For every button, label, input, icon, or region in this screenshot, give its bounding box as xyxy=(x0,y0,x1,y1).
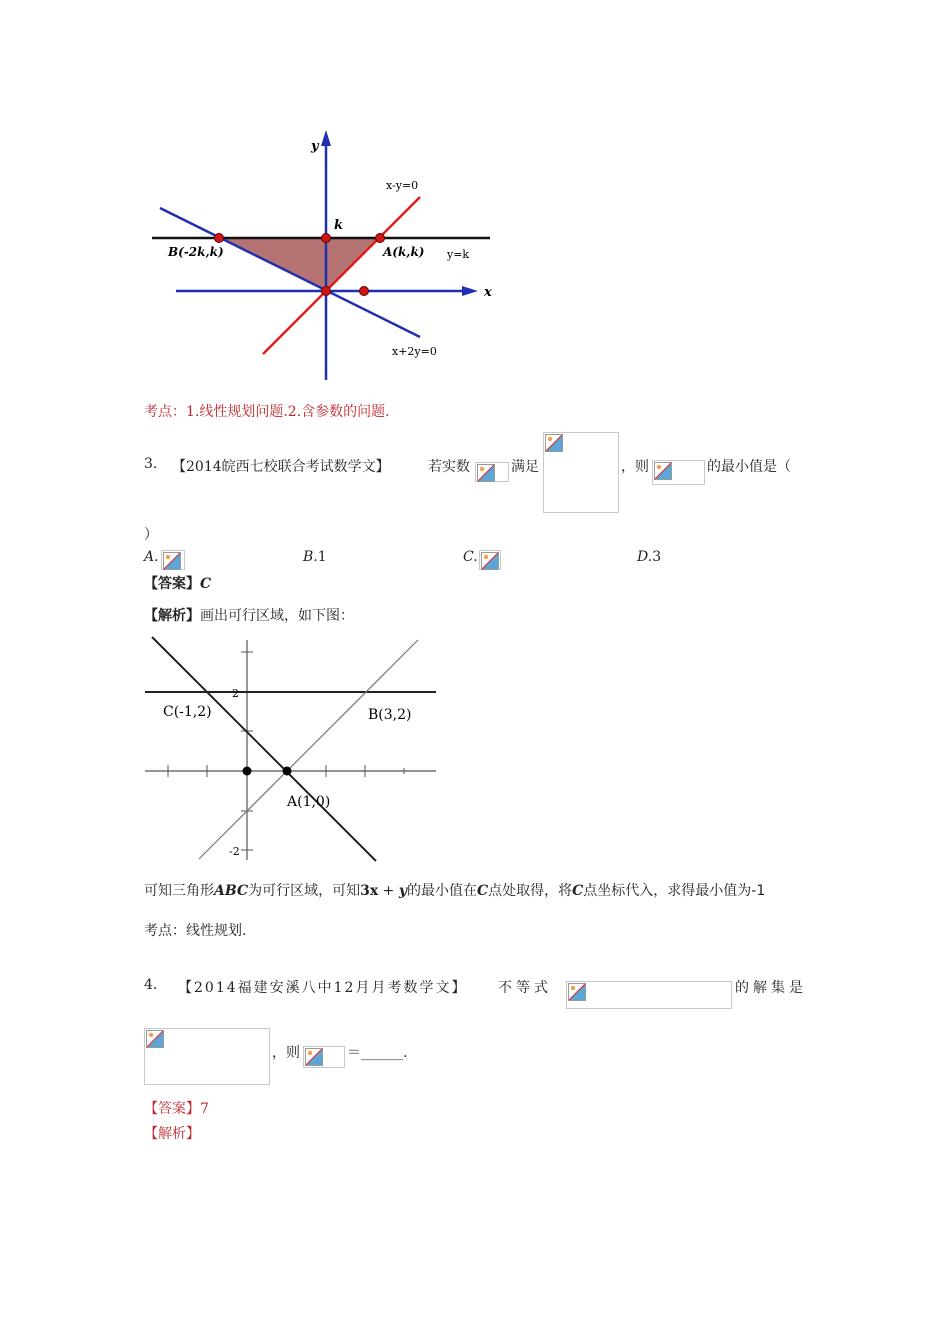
q3-conclusion xyxy=(144,880,765,900)
q4-expression-image xyxy=(303,1046,345,1068)
conclusion-text-5: 点坐标代入，求得最小值为-1 xyxy=(583,883,766,899)
kaodian-1: 考点：1.线性规划问题.2.含参数的问题. xyxy=(144,404,390,420)
point-origin xyxy=(322,287,331,296)
label-c: C(-1,2) xyxy=(163,704,212,720)
answer-value: 7 xyxy=(200,1101,209,1117)
x-axis-arrow xyxy=(462,286,478,296)
y-axis-label: y xyxy=(311,139,319,154)
q3-constraints-image xyxy=(543,432,619,513)
q4-analysis: 【解析】 xyxy=(144,1126,200,1142)
tick-label-neg2: -2 xyxy=(229,845,240,858)
q3-source: 【2014皖西七校联合考试数学文】 xyxy=(172,459,390,475)
label-a: A(1,0) xyxy=(287,794,331,810)
q3-option-a xyxy=(144,549,159,565)
tick-label-2: 2 xyxy=(232,687,239,700)
line-xy-label: x-y=0 xyxy=(386,179,419,192)
conclusion-text-1: 可知三角形 xyxy=(144,883,214,899)
equals-sign: ＝ xyxy=(347,1045,361,1061)
broken-image-icon xyxy=(654,462,672,480)
answer-tag: 【答案】 xyxy=(144,576,200,592)
broken-image-icon xyxy=(163,552,181,570)
point-a xyxy=(376,234,385,243)
q3-number: 3. xyxy=(144,456,158,472)
broken-image-icon xyxy=(481,552,499,570)
answer-tag: 【答案】 xyxy=(144,1101,200,1117)
conclusion-expr-plus: + xyxy=(378,883,399,899)
option-d-value: 3 xyxy=(652,549,662,565)
q4-solution-set-image xyxy=(144,1028,270,1085)
point-k xyxy=(322,234,331,243)
conclusion-text-3: 的最小值在 xyxy=(406,883,477,899)
line-x2y-label: x+2y=0 xyxy=(392,345,437,358)
q4-text-3: ，则 xyxy=(272,1045,300,1061)
conclusion-abc: ABC xyxy=(214,883,249,899)
q3-text-2: 满足 xyxy=(511,459,539,475)
q3-option-c-image xyxy=(479,550,501,570)
q3-objective-image xyxy=(652,460,705,485)
option-c-label: C. xyxy=(463,549,478,565)
broken-image-icon xyxy=(146,1030,164,1048)
conclusion-c-1: C xyxy=(476,883,489,899)
k-label: k xyxy=(334,218,344,233)
broken-image-icon xyxy=(477,464,495,482)
point-a-label: A(k,k) xyxy=(383,245,425,259)
point-origin xyxy=(243,767,252,776)
answer-blank: ______ xyxy=(361,1045,403,1061)
x-axis-label: x xyxy=(484,285,492,300)
broken-image-icon xyxy=(568,983,586,1001)
q3-analysis xyxy=(144,605,354,625)
analysis-text: 画出可行区域，如下图： xyxy=(200,608,354,624)
q3-answer xyxy=(144,573,211,593)
point-b-label: B(-2k,k) xyxy=(168,245,224,259)
y-axis-arrow xyxy=(321,130,331,146)
shaded-region xyxy=(219,238,380,291)
point-b xyxy=(215,234,224,243)
q4-equals-blank xyxy=(347,1042,407,1062)
point-x-axis xyxy=(360,287,369,296)
line-x-plus-y xyxy=(152,637,376,861)
q3-text-4: 的最小值是（ xyxy=(707,459,791,475)
line-yk-label: y=k xyxy=(447,248,470,261)
q4-answer xyxy=(144,1098,209,1118)
option-a-label: A. xyxy=(144,549,159,565)
analysis-tag: 【解析】 xyxy=(144,608,200,624)
q3-option-a-image xyxy=(161,550,185,570)
q3-option-b xyxy=(303,549,327,565)
q3-option-d xyxy=(637,549,661,565)
conclusion-expr-y: y xyxy=(398,883,407,899)
feasible-region-graph-2 xyxy=(140,630,440,865)
conclusion-c-2: C xyxy=(572,883,584,899)
q3-close-paren: ） xyxy=(144,527,158,543)
point-a xyxy=(283,767,292,776)
option-b-label: B. xyxy=(303,549,318,565)
broken-image-icon xyxy=(545,434,563,452)
q4-text-2: 的解集是 xyxy=(735,980,807,996)
q4-number: 4. xyxy=(144,977,158,993)
conclusion-text-4: 点处取得，将 xyxy=(488,883,573,899)
conclusion-text-2: 为可行区域，可知 xyxy=(248,883,361,899)
feasible-region-graph-1 xyxy=(140,120,520,390)
answer-value: C xyxy=(200,576,212,592)
q4-inequality-image xyxy=(566,981,732,1009)
option-d-label: D. xyxy=(637,549,653,565)
period: . xyxy=(403,1045,408,1061)
q3-option-c xyxy=(463,549,478,565)
q4-source: 【2014福建安溪八中12月月考数学文】 xyxy=(178,980,468,996)
conclusion-expr-3x: 3x xyxy=(360,883,379,899)
q3-text-1: 若实数 xyxy=(428,459,470,475)
line-x-plus-2y xyxy=(160,208,420,337)
q4-text-1: 不等式 xyxy=(498,980,552,996)
q3-kaodian: 考点：线性规划. xyxy=(144,923,247,939)
q3-variable-image xyxy=(475,462,509,482)
q3-text-3: ，则 xyxy=(621,459,649,475)
label-b: B(3,2) xyxy=(368,707,412,723)
broken-image-icon xyxy=(305,1048,323,1066)
option-b-value: 1 xyxy=(317,549,327,565)
line-x-minus-y xyxy=(199,640,418,859)
